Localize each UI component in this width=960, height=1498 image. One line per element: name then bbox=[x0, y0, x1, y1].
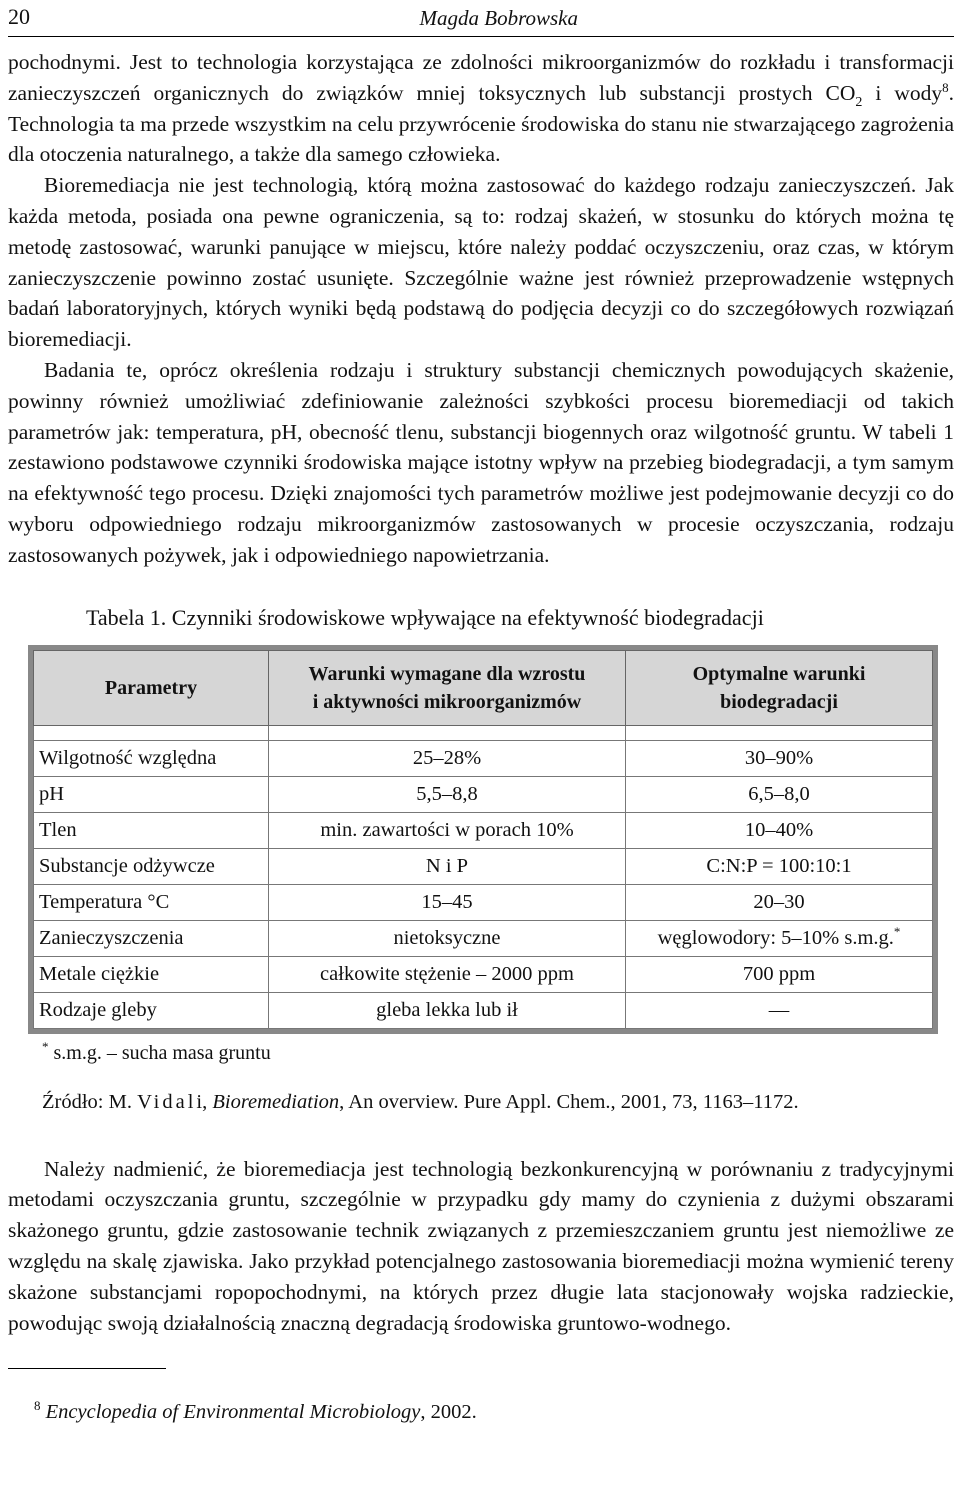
table-footnote-text: s.m.g. – sucha masa gruntu bbox=[48, 1041, 271, 1064]
paragraph-1 bbox=[8, 47, 954, 170]
paragraph-1-text-c: . Technologia ta ma przede wszystkim na celu przywrócenie środowiska do stanu nie stwarzającego zagrożenia dla otoczenia naturalnego, a także dla samego człowieka. bbox=[8, 80, 955, 167]
table-row bbox=[34, 884, 933, 920]
cell-optimal-condition bbox=[626, 884, 933, 920]
paragraph-2: Bioremediacja nie jest technologią, którą można zastosować do każdego rodzaju zanieczyszczeń. Jak każda metoda, posiada ona pewne ograniczenia, są to: rodzaj skażeń, w stosunku do których można tę metodę zastosować, warunki panujące w miejscu, które należy poddać oczyszczeniu, oraz czas, w którym zanieczyszczenie powinno zostać usunięte. Szczególnie ważne jest również przeprowadzenie wstępnych badań laboratoryjnych, których wyniki będą podstawą do podjęcia decyzji co do szczegółowych rozwiązań bioremediacji. bbox=[8, 173, 954, 352]
running-head-author: Magda Bobrowska bbox=[419, 6, 578, 30]
header-growth-conditions bbox=[269, 650, 626, 725]
cell-parameter-text: Rodzaje gleby bbox=[39, 998, 157, 1021]
cell-optimal-condition-text: 10–40% bbox=[744, 818, 814, 841]
cell-growth-condition bbox=[269, 920, 626, 956]
cell-optimal-condition bbox=[626, 812, 933, 848]
table-row bbox=[34, 848, 933, 884]
cell-parameter-text: Substancje odżywcze bbox=[39, 854, 215, 877]
cell-parameter bbox=[34, 920, 269, 956]
asterisk-mark: * bbox=[893, 923, 901, 939]
source-title: Bioremediation bbox=[212, 1090, 340, 1113]
page bbox=[8, 0, 954, 1424]
source-author: Vidal bbox=[137, 1090, 197, 1113]
cell-parameter-text: pH bbox=[39, 782, 65, 805]
footnote-number: 8 bbox=[34, 1398, 41, 1414]
cell-growth-condition bbox=[269, 776, 626, 812]
cell-parameter-text: Tlen bbox=[39, 818, 77, 841]
cell-growth-condition-text: N i P bbox=[425, 854, 469, 877]
table-row bbox=[34, 740, 933, 776]
page-footnote bbox=[34, 1398, 954, 1424]
table-source bbox=[42, 1091, 954, 1114]
cell-growth-condition-text: całkowite stężenie – 2000 ppm bbox=[320, 962, 574, 985]
cell-growth-condition bbox=[269, 956, 626, 992]
table-row bbox=[34, 992, 933, 1028]
cell-parameter bbox=[34, 812, 269, 848]
cell-growth-condition bbox=[269, 884, 626, 920]
cell-parameter bbox=[34, 992, 269, 1028]
footnote-ref-8[interactable]: 8 bbox=[942, 79, 949, 95]
cell-parameter-text: Wilgotność względna bbox=[39, 746, 217, 769]
cell-growth-condition bbox=[269, 848, 626, 884]
header-parameters-label: Parametry bbox=[104, 676, 198, 699]
header-spacer-row bbox=[34, 725, 933, 740]
source-separator: i, bbox=[196, 1090, 213, 1113]
cell-optimal-condition-text: 6,5–8,0 bbox=[748, 782, 810, 805]
cell-growth-condition-text: nietoksyczne bbox=[393, 926, 501, 949]
table-row bbox=[34, 812, 933, 848]
cell-optimal-condition bbox=[626, 956, 933, 992]
cell-optimal-condition-text: węglowodory: 5–10% s.m.g. bbox=[657, 926, 894, 949]
table-body bbox=[34, 740, 933, 1028]
paragraph-3: Badania te, oprócz określenia rodzaju i struktury substancji chemicznych powodujących skażenie, powinny również umożliwiać zdefiniowanie zależności szybkości procesu bioremediacji od takich parametrów jak: temperatura, pH, obecność tlenu, substancji biogennych oraz wilgotność gruntu. W tabeli 1 zestawiono podstawowe czynniki środowiska mające istotny wpływ na przebieg biodegradacji, a tym samym na efektywność tego procesu. Dzięki znajomości tych parametrów możliwe jest podejmowanie decyzji co do wyboru odpowiedniego rodzaju mikroorganizmów zastosowanych w procesie oczyszczania, rodzaju zastosowanych pożywek, jak i odpowiedniego napowietrzania. bbox=[8, 357, 954, 567]
cell-parameter bbox=[34, 884, 269, 920]
header-growth-line2: i aktywności mikroorganizmów bbox=[312, 690, 582, 713]
cell-optimal-condition-text: — bbox=[768, 998, 790, 1021]
cell-parameter-text: Temperatura °C bbox=[39, 890, 170, 913]
paragraph-1-text-b: i wody bbox=[862, 80, 943, 105]
cell-optimal-condition bbox=[626, 848, 933, 884]
header-optimal-conditions bbox=[626, 650, 933, 725]
page-number: 20 bbox=[8, 4, 30, 29]
cell-growth-condition-text: 25–28% bbox=[412, 746, 482, 769]
cell-growth-condition-text: gleba lekka lub ił bbox=[376, 998, 518, 1021]
header-optimal-line1: Optymalne warunki bbox=[692, 662, 866, 685]
cell-parameter bbox=[34, 956, 269, 992]
table-row bbox=[34, 956, 933, 992]
cell-optimal-condition-text: 20–30 bbox=[753, 890, 805, 913]
cell-optimal-condition-text: 700 ppm bbox=[742, 962, 816, 985]
cell-parameter bbox=[34, 848, 269, 884]
asterisk-mark: * bbox=[42, 1038, 49, 1054]
header-growth-line1: Warunki wymagane dla wzrostu bbox=[308, 662, 586, 685]
source-rest: , An overview. Pure Appl. Chem., 2001, 73, 1163–1172. bbox=[339, 1090, 799, 1113]
source-prefix: Źródło: M. bbox=[42, 1090, 138, 1113]
cell-parameter-text: Zanieczyszczenia bbox=[39, 926, 184, 949]
table-frame bbox=[28, 645, 938, 1034]
table-row bbox=[34, 776, 933, 812]
cell-growth-condition bbox=[269, 812, 626, 848]
paragraph-1-text-a: pochodnymi. Jest to technologia korzystająca ze zdolności mikroorganizmów do rozkładu i transformacji zanieczyszczeń organicznych do związków mniej toksycznych lub substancji prostych CO bbox=[8, 50, 954, 105]
footnote-rest: , 2002. bbox=[420, 1401, 477, 1424]
cell-parameter-text: Metale ciężkie bbox=[39, 962, 160, 985]
cell-parameter bbox=[34, 776, 269, 812]
paragraph-4: Należy nadmienić, że bioremediacja jest technologią bezkonkurencyjną w porównaniu z tradycyjnymi metodami oczyszczania gruntu, szczególnie w przypadku gdy mamy do czynienia z dużymi obszarami skażonego gruntu, gdzie zastosowanie technik związanych z przemieszczaniem gruntu jest niemożliwe ze względu na skalę zjawiska. Jako przykład potencjalnego zastosowania bioremediacji można wymienić tereny skażone substancjami ropopochodnymi, na których przez długie lata stacjonowały wojska radzieckie, powodując swoją działalnością znaczną degradacją środowiska gruntowo-wodnego. bbox=[8, 1156, 954, 1335]
table-caption: Tabela 1. Czynniki środowiskowe wpływające na efektywność biodegradacji bbox=[86, 604, 764, 630]
table-row bbox=[34, 920, 933, 956]
cell-parameter bbox=[34, 740, 269, 776]
table-header-row bbox=[34, 650, 933, 725]
cell-optimal-condition-text: C:N:P = 100:10:1 bbox=[706, 854, 852, 877]
cell-optimal-condition bbox=[626, 992, 933, 1028]
factors-table bbox=[33, 650, 933, 1029]
cell-growth-condition-text: 15–45 bbox=[421, 890, 473, 913]
subscript-2: 2 bbox=[855, 94, 863, 110]
cell-optimal-condition bbox=[626, 740, 933, 776]
page-header bbox=[8, 0, 954, 37]
header-optimal-line2: biodegradacji bbox=[720, 690, 838, 713]
cell-growth-condition bbox=[269, 740, 626, 776]
cell-optimal-condition bbox=[626, 920, 933, 956]
cell-growth-condition-text: 5,5–8,8 bbox=[416, 782, 478, 805]
cell-growth-condition-text: min. zawartości w porach 10% bbox=[320, 818, 574, 841]
cell-optimal-condition bbox=[626, 776, 933, 812]
cell-optimal-condition-text: 30–90% bbox=[744, 746, 814, 769]
footnote-rule bbox=[8, 1368, 166, 1369]
table-footnote bbox=[42, 1038, 954, 1065]
cell-growth-condition bbox=[269, 992, 626, 1028]
footnote-title: Encyclopedia of Environmental Microbiology bbox=[45, 1401, 421, 1424]
header-parameters bbox=[34, 650, 269, 725]
